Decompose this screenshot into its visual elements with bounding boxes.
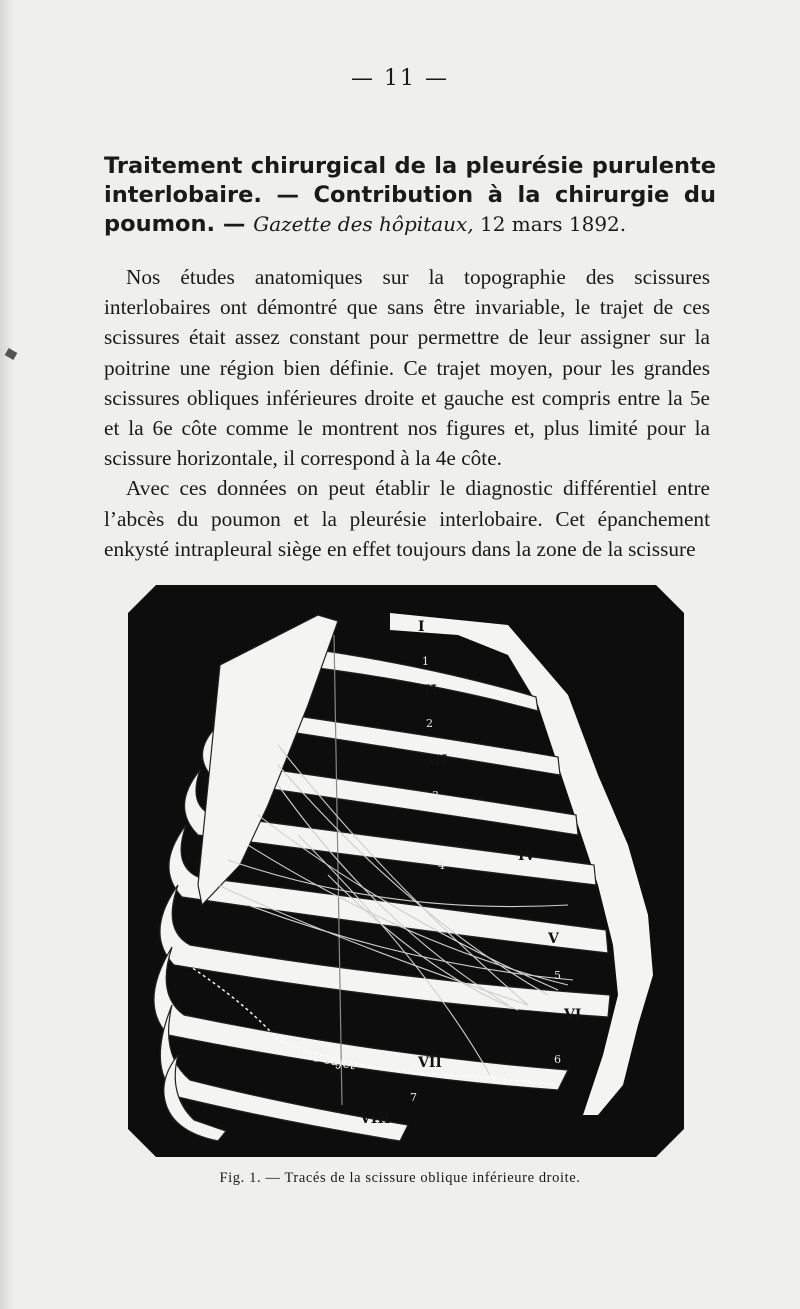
article-title	[104, 152, 716, 239]
rib-cage-illustration	[128, 585, 684, 1157]
rib-label-II: II	[424, 683, 438, 699]
article-body	[104, 262, 710, 564]
citation-date: 12 mars 1892.	[473, 212, 627, 236]
rib-cage-figure	[128, 585, 684, 1157]
figure-caption: Fig. 1. — Tracés de la scissure oblique inférieure droite.	[219, 1170, 581, 1186]
title-dash: —	[215, 211, 254, 237]
space-label-5: 5	[554, 969, 561, 982]
title-text: Traitement chirurgical de la pleurésie purulente interlobaire. — Contribution à la chirurgie du poumon.	[104, 153, 716, 237]
space-label-1: 1	[422, 655, 429, 668]
rib-label-III: III	[428, 753, 448, 769]
citation-journal: Gazette des hôpitaux,	[253, 212, 474, 236]
space-label-4: 4	[438, 859, 445, 872]
space-label-2: 2	[426, 717, 433, 730]
annotation-12e-sujet: 12e sujet	[295, 1046, 358, 1074]
space-label-6: 6	[554, 1053, 561, 1066]
paragraph-1: Nos études anatomiques sur la topographie des scissures interlobaires ont démontré que sans être invariable, le trajet de ces scissures était assez constant pour permettre de leur assigner sur la poitrine une région bien définie. Ce trajet moyen, pour les grandes scissures obliques inférieures droite et gauche est compris entre la 5e et la 6e côte comme le montrent nos figures et, plus limité pour la scissure horizontale, il correspond à la 4e côte.	[104, 265, 710, 471]
rib-label-VIII: VIII	[360, 1111, 391, 1127]
page-number: — 11 —	[351, 66, 449, 91]
rib-label-VII: VII	[418, 1055, 442, 1071]
paragraph-2: Avec ces données on peut établir le diagnostic différentiel entre l’abcès du poumon et la pleurésie interlobaire. Cet épanchement enkysté intrapleural siège en effet toujours dans la zone de la scissure	[104, 476, 710, 561]
rib-label-IV: IV	[518, 848, 536, 864]
rib-label-V: V	[548, 931, 559, 947]
space-label-3: 3	[432, 789, 439, 802]
rib-label-I: I	[418, 619, 425, 635]
page-edge-shadow	[0, 0, 14, 1309]
space-label-7: 7	[410, 1091, 417, 1104]
rib-label-VI: VI	[564, 1007, 582, 1023]
